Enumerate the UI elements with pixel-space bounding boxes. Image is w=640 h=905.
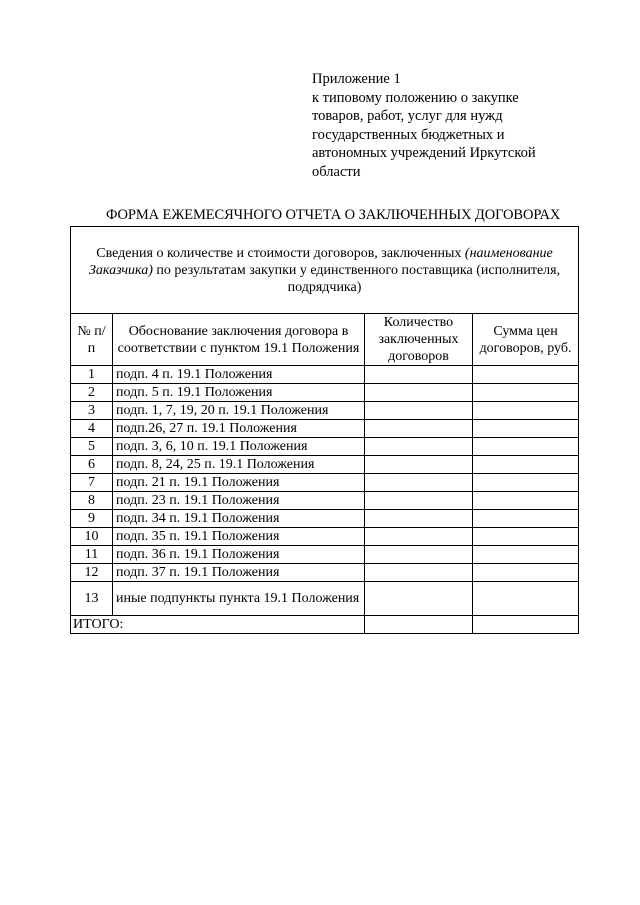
row-count-cell[interactable] <box>365 492 473 510</box>
row-count-cell[interactable] <box>365 582 473 616</box>
row-basis: иные подпункты пункта 19.1 Положения <box>113 582 365 616</box>
table-row <box>71 546 579 564</box>
row-basis: подп. 5 п. 19.1 Положения <box>113 384 365 402</box>
row-num: 12 <box>71 564 113 582</box>
form-title: ФОРМА ЕЖЕМЕСЯЧНОГО ОТЧЕТА О ЗАКЛЮЧЕННЫХ ДОГОВОРАХ <box>106 207 561 223</box>
customer-name-placeholder: (наименование Заказчика) <box>88 245 553 278</box>
row-sum-cell[interactable] <box>473 402 579 420</box>
appendix-line: Приложение 1 <box>312 71 401 87</box>
appendix-line: области <box>312 163 361 180</box>
row-num: 3 <box>71 402 113 420</box>
row-count-cell[interactable] <box>365 546 473 564</box>
total-count-cell[interactable] <box>365 616 473 634</box>
row-count-cell[interactable] <box>365 456 473 474</box>
row-sum-cell[interactable] <box>473 510 579 528</box>
row-basis: подп. 34 п. 19.1 Положения <box>113 510 365 528</box>
row-sum-cell[interactable] <box>473 366 579 384</box>
row-basis: подп.26, 27 п. 19.1 Положения <box>113 420 365 438</box>
row-num: 7 <box>71 474 113 492</box>
row-sum-cell[interactable] <box>473 546 579 564</box>
table-row <box>71 528 579 546</box>
header-row <box>71 314 579 366</box>
total-row <box>71 616 579 634</box>
table-row <box>71 402 579 420</box>
row-basis: подп. 1, 7, 19, 20 п. 19.1 Положения <box>113 402 365 420</box>
row-sum-cell[interactable] <box>473 474 579 492</box>
row-basis: подп. 35 п. 19.1 Положения <box>113 528 365 546</box>
row-basis: подп. 4 п. 19.1 Положения <box>113 366 365 384</box>
header-count: Количество заключенных договоров <box>365 314 473 366</box>
caption-row <box>71 227 579 314</box>
table-row <box>71 456 579 474</box>
table-row <box>71 384 579 402</box>
row-basis: подп. 37 п. 19.1 Положения <box>113 564 365 582</box>
row-count-cell[interactable] <box>365 420 473 438</box>
row-num: 13 <box>71 582 113 616</box>
appendix-line: автономных учреждений Иркутской <box>312 145 536 161</box>
row-count-cell[interactable] <box>365 510 473 528</box>
row-num: 8 <box>71 492 113 510</box>
table-row <box>71 366 579 384</box>
table-row <box>71 510 579 528</box>
row-sum-cell[interactable] <box>473 528 579 546</box>
table-row <box>71 582 579 616</box>
report-table <box>70 226 579 634</box>
appendix-line: товаров, работ, услуг для нужд <box>312 108 503 124</box>
caption-text-end: по результатам закупки у единственного поставщика (исполнителя, подрядчика) <box>152 262 561 295</box>
report-caption <box>71 227 579 314</box>
header-sum: Сумма цен договоров, руб. <box>473 314 579 366</box>
header-basis: Обоснование заключения договора в соответствии с пунктом 19.1 Положения <box>113 314 365 366</box>
total-label: ИТОГО: <box>71 616 365 634</box>
row-sum-cell[interactable] <box>473 564 579 582</box>
row-num: 2 <box>71 384 113 402</box>
appendix-note <box>312 70 612 181</box>
row-count-cell[interactable] <box>365 564 473 582</box>
row-sum-cell[interactable] <box>473 384 579 402</box>
row-count-cell[interactable] <box>365 384 473 402</box>
row-num: 11 <box>71 546 113 564</box>
row-sum-cell[interactable] <box>473 438 579 456</box>
table-row <box>71 420 579 438</box>
row-num: 10 <box>71 528 113 546</box>
row-basis: подп. 8, 24, 25 п. 19.1 Положения <box>113 456 365 474</box>
table-row <box>71 492 579 510</box>
row-count-cell[interactable] <box>365 366 473 384</box>
row-count-cell[interactable] <box>365 474 473 492</box>
appendix-line: государственных бюджетных и <box>312 126 505 143</box>
header-num: № п/п <box>71 314 113 366</box>
row-num: 9 <box>71 510 113 528</box>
row-count-cell[interactable] <box>365 402 473 420</box>
row-sum-cell[interactable] <box>473 420 579 438</box>
row-basis: подп. 3, 6, 10 п. 19.1 Положения <box>113 438 365 456</box>
total-sum-cell[interactable] <box>473 616 579 634</box>
row-num: 5 <box>71 438 113 456</box>
caption-text: Сведения о количестве и стоимости договоров, заключенных <box>96 245 465 261</box>
appendix-line: к типовому положению о закупке <box>312 89 519 106</box>
row-basis: подп. 21 п. 19.1 Положения <box>113 474 365 492</box>
row-num: 1 <box>71 366 113 384</box>
row-basis: подп. 36 п. 19.1 Положения <box>113 546 365 564</box>
row-count-cell[interactable] <box>365 528 473 546</box>
row-num: 6 <box>71 456 113 474</box>
row-sum-cell[interactable] <box>473 456 579 474</box>
row-basis: подп. 23 п. 19.1 Положения <box>113 492 365 510</box>
row-sum-cell[interactable] <box>473 492 579 510</box>
row-sum-cell[interactable] <box>473 582 579 616</box>
table-row <box>71 438 579 456</box>
table-row <box>71 564 579 582</box>
row-count-cell[interactable] <box>365 438 473 456</box>
row-num: 4 <box>71 420 113 438</box>
table-row <box>71 474 579 492</box>
